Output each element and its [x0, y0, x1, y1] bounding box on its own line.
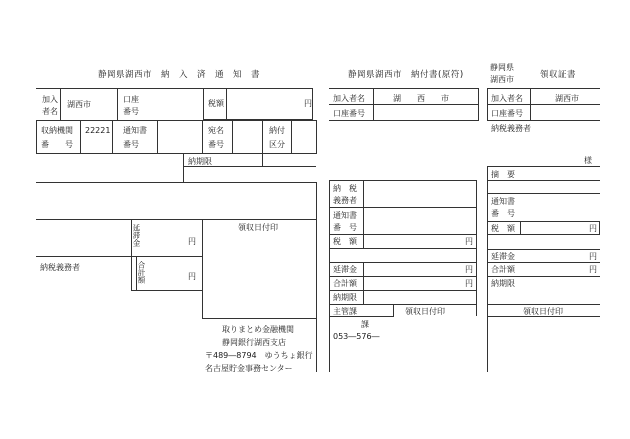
zeigaku-yen: 円	[304, 99, 312, 108]
divider	[262, 154, 263, 166]
shuno-value: 22221	[85, 126, 111, 135]
left-title: 静岡県湖西市 納 入 済 通 知 書	[98, 70, 261, 80]
divider	[232, 120, 233, 154]
middle-title: 静岡県湖西市 納付書(原符)	[348, 70, 464, 80]
mid-entaikin-label: 延滞金	[333, 265, 357, 274]
divider	[226, 88, 227, 120]
right-tekiyo-label: 摘 要	[491, 170, 515, 179]
divider	[329, 180, 477, 181]
divider	[487, 193, 600, 194]
right-sama-label: 様	[584, 156, 592, 165]
right-nokigen-label: 納期限	[491, 279, 515, 288]
right-zeigaku-yen: 円	[589, 224, 597, 233]
divider	[60, 88, 61, 120]
divider	[202, 318, 317, 319]
divider	[487, 316, 600, 317]
divider	[329, 316, 394, 317]
divider	[487, 180, 600, 181]
right-kanyusha-value: 湖西市	[555, 94, 579, 103]
mid-tsuchi-label-2: 番 号	[333, 223, 357, 232]
mid-nozei-label-2: 義務者	[333, 196, 357, 205]
tsuchi-label-1: 通知書	[123, 126, 147, 135]
divider	[36, 256, 202, 257]
mid-nokigen-label: 納期限	[333, 293, 357, 302]
divider	[520, 221, 521, 235]
right-gokei-yen: 円	[589, 265, 597, 274]
right-tsuchi-label-1: 通知書	[491, 197, 515, 206]
kanyusha-value: 湖西市	[67, 100, 91, 109]
divider	[183, 166, 316, 167]
right-zeigaku-label: 税 額	[491, 224, 515, 233]
shuno-label-1: 収納機関	[41, 126, 73, 135]
divider	[157, 120, 158, 154]
atena-label-2: 番号	[208, 140, 224, 149]
mid-ryoshu-stamp-label: 領収日付印	[405, 307, 445, 316]
right-entaikin-label: 延滞金	[491, 252, 515, 261]
mid-kanyusha-label: 加入者名	[333, 94, 365, 103]
right-tsuchi-label-2: 番 号	[491, 209, 515, 218]
divider	[329, 120, 479, 121]
divider	[363, 262, 364, 304]
entaikin-yen: 円	[188, 237, 196, 246]
divider	[329, 276, 477, 277]
divider	[487, 104, 600, 105]
mid-koza-label: 口座番号	[333, 109, 365, 118]
right-city-1: 静岡県	[490, 63, 514, 72]
divider	[117, 88, 118, 120]
bank-line-2: 静岡銀行湖西支店	[222, 338, 286, 347]
divider	[487, 304, 600, 305]
mid-tsuchi-label-1: 通知書	[333, 211, 357, 220]
koza-label-2: 番号	[123, 107, 139, 116]
mid-nozei-label-1: 納 税	[333, 184, 357, 193]
shuno-label-2: 番 号	[41, 140, 73, 149]
divider	[262, 120, 263, 154]
nozei-gimusha-label: 納税義務者	[40, 263, 80, 272]
divider	[329, 290, 477, 291]
divider	[329, 207, 477, 208]
mid-gokei-yen: 円	[465, 279, 473, 288]
right-title: 領収証書	[540, 70, 577, 80]
divider	[487, 249, 600, 250]
divider	[36, 219, 317, 220]
mid-shukanka-label: 主管課	[333, 307, 357, 316]
nofu-label-2: 区分	[269, 140, 285, 149]
gokei-label: 合計額	[137, 261, 146, 284]
nofu-label-1: 納付	[269, 126, 285, 135]
ryoshu-stamp-label: 領収日付印	[238, 223, 278, 232]
divider	[329, 304, 477, 305]
bank-line-3: 〒489―8794 ゆうちょ銀行	[205, 351, 313, 360]
bank-line-4: 名古屋貯金事務センター	[205, 364, 293, 373]
divider	[202, 219, 203, 319]
mid-kanyusha-value: 湖 西 市	[393, 94, 449, 103]
mid-ka-label: 課	[361, 320, 369, 329]
zeigaku-label: 税額	[208, 99, 224, 108]
right-ryoshu-stamp-label: 領収日付印	[523, 307, 563, 316]
divider	[487, 88, 600, 89]
mid-gokei-label: 合計額	[333, 279, 357, 288]
divider	[487, 276, 600, 277]
kanyusha-label-1: 加入	[42, 95, 58, 104]
divider	[329, 88, 479, 89]
bank-line-1: 取りまとめ金融機関	[222, 325, 294, 334]
mid-entaikin-yen: 円	[465, 265, 473, 274]
divider	[487, 304, 488, 372]
divider	[487, 166, 600, 167]
mid-phone: 053―576―	[333, 332, 380, 341]
divider	[487, 166, 488, 306]
right-city-2: 湖西市	[490, 75, 514, 84]
divider	[80, 120, 81, 154]
mid-zeigaku-label: 税 額	[333, 237, 357, 246]
divider	[363, 234, 364, 249]
divider	[291, 120, 292, 154]
gokei-yen: 円	[188, 272, 196, 281]
right-koza-label: 口座番号	[491, 109, 523, 118]
divider	[112, 120, 113, 154]
kanyusha-label-2: 者名	[42, 107, 58, 116]
koza-label-1: 口座	[123, 95, 139, 104]
nokigen-label: 納期限	[188, 157, 212, 166]
divider	[329, 262, 477, 263]
divider	[316, 182, 317, 372]
divider	[478, 88, 479, 120]
right-kanyusha-label: 加入者名	[491, 94, 523, 103]
tsuchi-label-2: 番号	[123, 140, 139, 149]
divider	[36, 182, 317, 183]
right-gokei-label: 合計額	[491, 265, 515, 274]
divider	[329, 104, 479, 105]
divider	[393, 304, 394, 316]
divider	[487, 262, 600, 263]
divider	[183, 154, 184, 182]
right-entaikin-yen: 円	[589, 252, 597, 261]
atena-label-1: 宛名	[208, 126, 224, 135]
mid-zeigaku-yen: 円	[465, 237, 473, 246]
divider	[202, 120, 203, 154]
entaikin-label: 延滞金	[132, 224, 141, 247]
right-nozei-gimusha-label: 納税義務者	[491, 124, 531, 133]
divider	[131, 290, 202, 291]
divider	[487, 120, 600, 121]
